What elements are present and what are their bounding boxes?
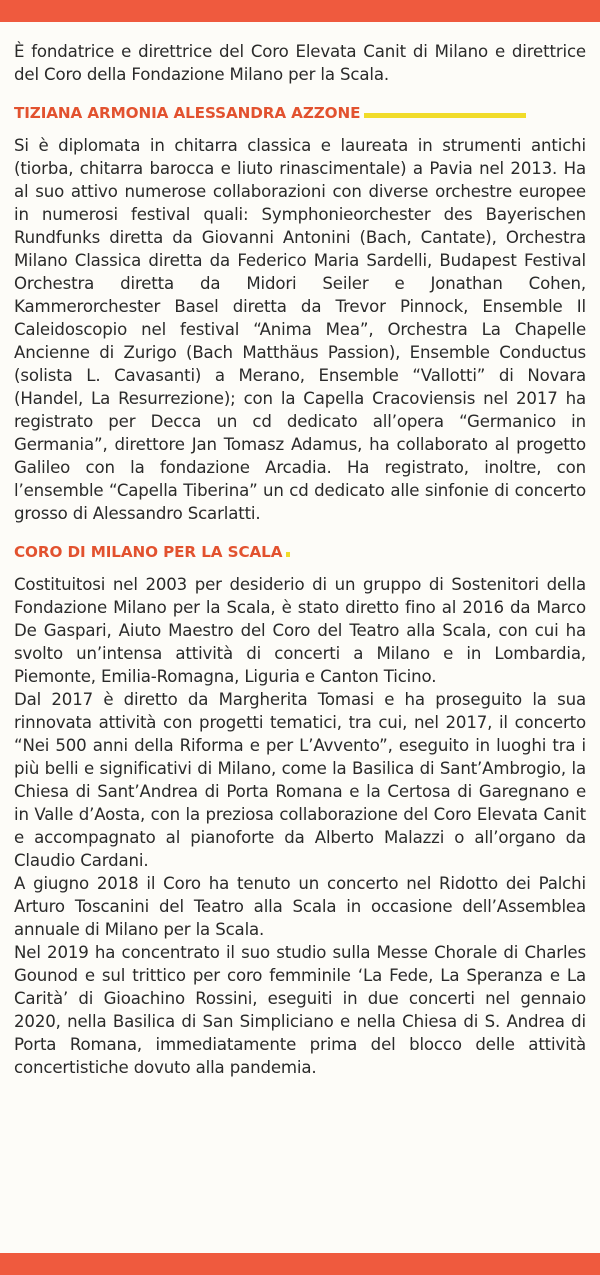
bottom-color-band <box>0 1253 600 1275</box>
top-color-band <box>0 0 600 22</box>
coro-paragraph-4: Nel 2019 ha concentrato il suo studio sulla Messe Chorale di Charles Gounod e sul trittico per coro femminile ‘La Fede, La Speranza e La Carità’ di Gioachino Rossini, eseguiti in due concerti nel gennaio 2020, nella Basilica di San Simpliciano e nella Chiesa di S. Andrea di Porta Romana, immediatamente prima del blocco delle attività concertistiche dovuto alla pandemia. <box>14 943 586 1077</box>
coro-paragraph-3: A giugno 2018 il Coro ha tenuto un concerto nel Ridotto dei Palchi Arturo Toscanini del Teatro alla Scala in occasione dell’Assemblea annuale di Milano per la Scala. <box>14 874 586 939</box>
heading-underline-bar <box>286 552 290 557</box>
azzone-bio-paragraph: Si è diplomata in chitarra classica e laureata in strumenti antichi (tiorba, chitarra barocca e liuto rinascimentale) a Pavia nel 2013. Ha al suo attivo numerose collaborazioni con diverse orchestre europee in numerosi festival quali: Symphonieorchester des Bayerischen Rundfunks diretta da Giovanni Antonini (Bach, Cantate), Orchestra Milano Classica diretta da Federico Maria Sardelli, Budapest Festival Orchestra diretta da Midori Seiler e Jonathan Cohen, Kammerorchester Basel diretta da Trevor Pinnock, Ensemble Il Caleidoscopio nel festival “Anima Mea”, Orchestra La Chapelle Ancienne di Zurigo (Bach Matthäus Passion), Ensemble Conductus (solista L. Cavasanti) a Merano, Ensemble “Vallotti” di Novara (Handel, La Resurrezione); con la Capella Cracoviensis nel 2017 ha registrato per Decca un cd dedicato all’opera “Germanico in Germania”, direttore Jan Tomasz Adamus, ha collaborato al progetto Galileo con la fondazione Arcadia. Ha registrato, inoltre, con l’ensemble “Capella Tiberina” un cd dedicato alle sinfonie di concerto grosso di Alessandro Scarlatti. <box>14 136 586 523</box>
heading-underline-bar <box>364 113 526 118</box>
section-heading-azzone <box>14 102 586 124</box>
coro-paragraph-1: Costituitosi nel 2003 per desiderio di un gruppo di Sostenitori della Fondazione Milano per la Scala, è stato diretto fino al 2016 da Marco De Gaspari, Aiuto Maestro del Coro del Teatro alla Scala, con cui ha svolto un’intensa attività di concerti a Milano e in Lombardia, Piemonte, Emilia-Romagna, Liguria e Canton Ticino. <box>14 575 586 686</box>
coro-paragraph-2: Dal 2017 è diretto da Margherita Tomasi e ha proseguito la sua rinnovata attività con progetti tematici, tra cui, nel 2017, il concerto “Nei 500 anni della Riforma e per L’Avvento”, eseguito in luoghi tra i più belli e significativi di Milano, come la Basilica di Sant’Ambrogio, la Chiesa di Sant’Andrea di Porta Romana e la Certosa di Garegnano e in Valle d’Aosta, con la preziosa collaborazione del Coro Elevata Canit e accompagnato al pianoforte da Alberto Malazzi o all’organo da Claudio Cardani. <box>14 690 586 870</box>
section-title-azzone: TIZIANA ARMONIA ALESSANDRA AZZONE <box>14 104 361 122</box>
page-content <box>14 40 586 1079</box>
intro-paragraph: È fondatrice e direttrice del Coro Elevata Canit di Milano e direttrice del Coro della Fondazione Milano per la Scala. <box>14 42 586 84</box>
section-title-coro: CORO DI MILANO PER LA SCALA <box>14 543 283 561</box>
section-heading-coro <box>14 541 586 563</box>
